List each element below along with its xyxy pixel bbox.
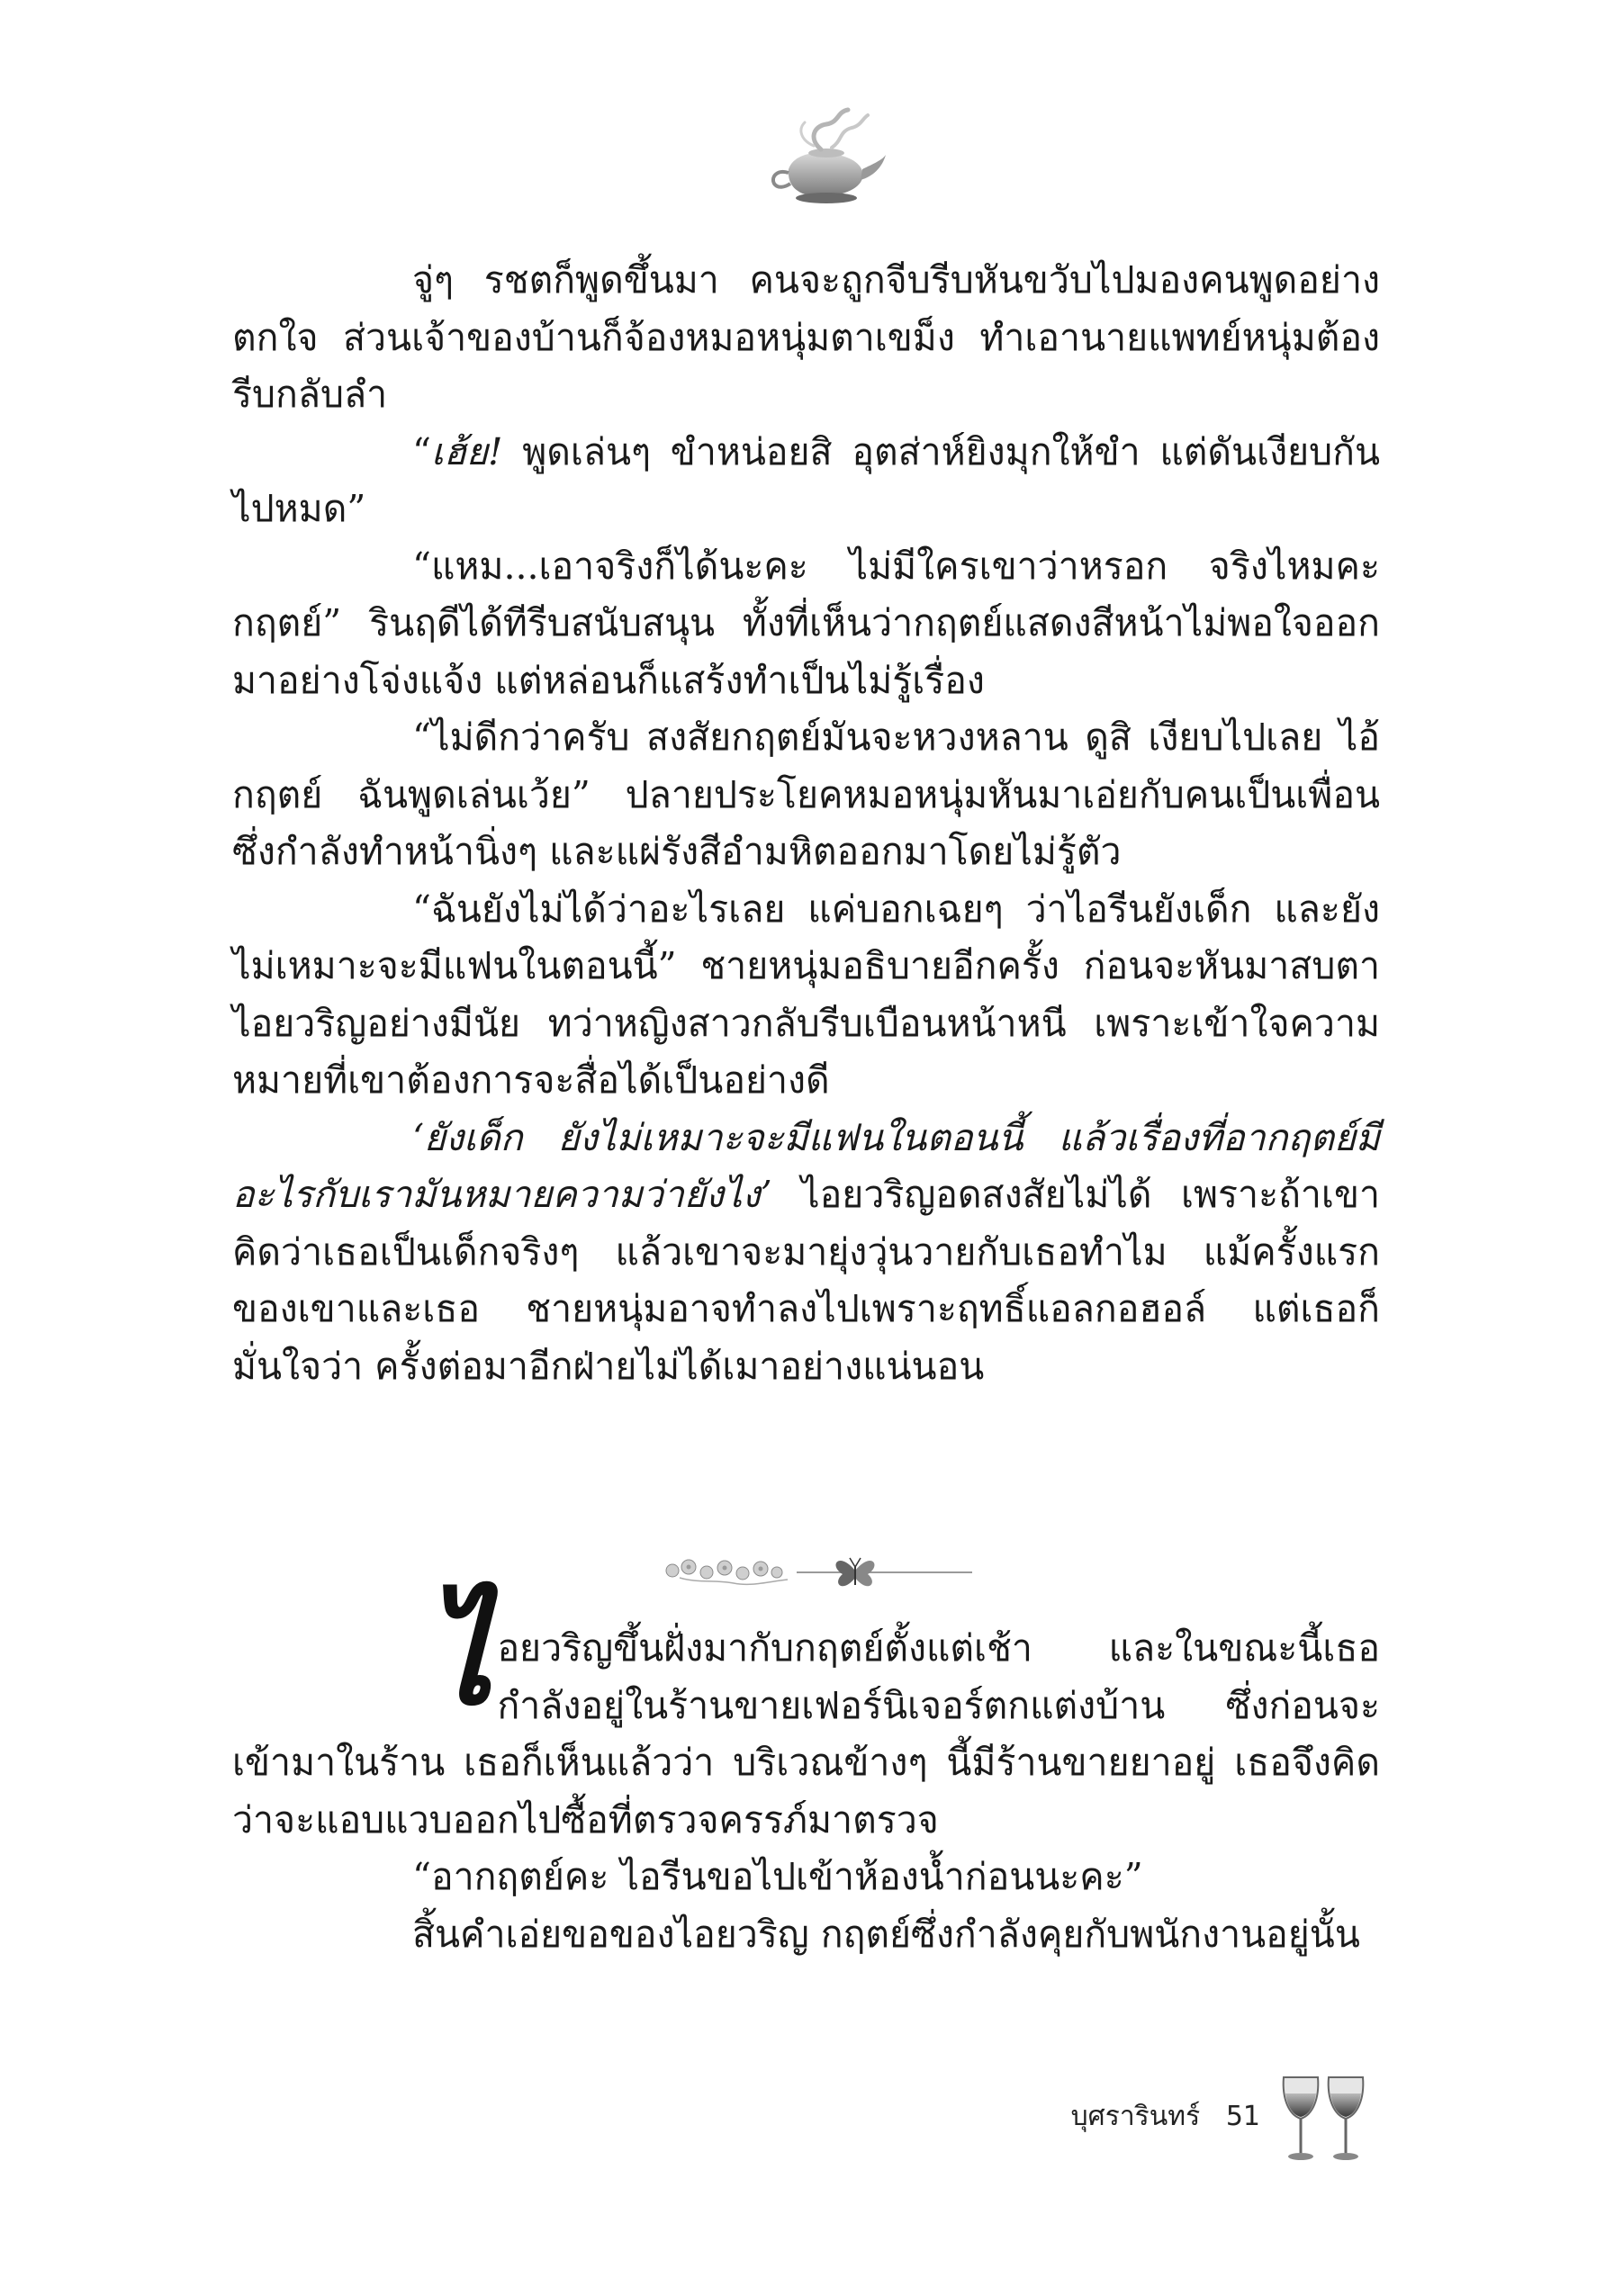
- paragraph-text: อยวริญขึ้นฝั่งมากับกฤตย์ตั้งแต่เช้า และในขณะนี้เธอกำลังอยู่ในร้านขายเฟอร์นิเจอร์ตกแต่งบ้าน ซึ่งก่อนจะเข้ามาในร้าน เธอก็เห็นแล้วว่า บริเวณข้างๆ นี้มีร้านขายยาอยู่ เธอจึงคิดว่าจะแอบแวบออกไปซื้อที่ตรวจครรภ์มาตรวจ: [232, 1626, 1380, 1841]
- wine-glasses-icon: [1278, 2070, 1368, 2169]
- paragraph-text: พูดเล่นๆ ขำหน่อยสิ อุตส่าห์ยิงมุกให้ขำ แต่ดันเงียบกันไปหมด”: [232, 429, 1380, 530]
- flower-butterfly-divider-icon: [662, 1544, 986, 1607]
- paragraph-text: “อากฤตย์คะ ไอรีนขอไปเข้าห้องน้ำก่อนนะคะ”: [412, 1855, 1143, 1898]
- paragraph-text: ไอยวริญอดสงสัยไม่ได้ เพราะถ้าเขาคิดว่าเธอเป็นเด็กจริงๆ แล้วเขาจะมายุ่งวุ่นวายกับเธอทำไม แม้ครั้งแรกของเขาและเธอ ชายหนุ่มอาจทำลงไปเพราะฤทธิ์แอลกอฮอล์ แต่เธอก็มั่นใจว่า ครั้งต่อมาอีกฝ่ายไม่ได้เมาอย่างแน่นอน: [232, 1173, 1380, 1388]
- teapot-ornament-icon: [762, 106, 888, 214]
- drop-cap-letter: ไ: [425, 1578, 492, 1734]
- paragraph-text: “ไม่ดีกว่าครับ สงสัยกฤตย์มันจะหวงหลาน ดูสิ เงียบไปเลย ไอ้กฤตย์ ฉันพูดเล่นเว้ย” ปลายประโยคหมอหนุ่มหันมาเอ่ยกับคนเป็นเพื่อน ซึ่งกำลังทำหน้านิ่งๆ และแผ่รังสีอำมหิตออกมาโดยไม่รู้ตัว: [232, 716, 1380, 873]
- paragraph-prefix: “: [412, 429, 431, 473]
- page-number: 51: [1225, 2101, 1260, 2132]
- author-name: บุศรารินทร์: [1070, 2101, 1201, 2132]
- paragraph-5: [232, 881, 1380, 1110]
- paragraph-6: [232, 1110, 1380, 1396]
- paragraph-3: [232, 538, 1380, 710]
- section-two-text: [232, 1578, 1380, 1963]
- paragraph-2: [232, 424, 1380, 538]
- paragraph-italic: เฮ้ย!: [430, 429, 503, 473]
- paragraph-text: จู่ๆ รชตก็พูดขึ้นมา คนจะถูกจีบรีบหันขวับไปมองคนพูดอย่างตกใจ ส่วนเจ้าของบ้านก็จ้องหมอหนุ่มตาเขม็ง ทำเอานายแพทย์หนุ่มต้องรีบกลับลำ: [232, 258, 1380, 416]
- paragraph-text: “แหม...เอาจริงก็ได้นะคะ ไม่มีใครเขาว่าหรอก จริงไหมคะกฤตย์” รินฤดีได้ทีรีบสนับสนุน ทั้งที่เห็นว่ากฤตย์แสดงสีหน้าไม่พอใจออกมาอย่างโจ่งแจ้ง แต่หล่อนก็แสร้งทำเป็นไม่รู้เรื่อง: [232, 544, 1380, 702]
- section-two-paragraph-3: [232, 1906, 1380, 1964]
- page-footer: [1044, 2070, 1368, 2169]
- main-text: [232, 252, 1380, 1395]
- paragraph-text: “ฉันยังไม่ได้ว่าอะไรเลย แค่บอกเฉยๆ ว่าไอรีนยังเด็ก และยังไม่เหมาะจะมีแฟนในตอนนี้” ชายหนุ่มอธิบายอีกครั้ง ก่อนจะหันมาสบตาไอยวริญอย่างมีนัย ทว่าหญิงสาวกลับรีบเบือนหน้าหนี เพราะเข้าใจความหมายที่เขาต้องการจะสื่อได้เป็นอย่างดี: [232, 887, 1380, 1102]
- footer-label: [1071, 2095, 1260, 2138]
- paragraph-1: [232, 252, 1380, 424]
- section-two-first-paragraph: [232, 1578, 1380, 1849]
- paragraph-text: สิ้นคำเอ่ยขอของไอยวริญ กฤตย์ซึ่งกำลังคุยกับพนักงานอยู่นั้น: [412, 1912, 1360, 1956]
- section-two-paragraph-2: [232, 1849, 1380, 1906]
- paragraph-italic: ‘ยังเด็ก ยังไม่เหมาะจะมีแฟนในตอนนี้ แล้วเรื่องที่อากฤตย์มีอะไรกับเรามันหมายความว่ายังไง’: [232, 1115, 1380, 1216]
- paragraph-4: [232, 709, 1380, 881]
